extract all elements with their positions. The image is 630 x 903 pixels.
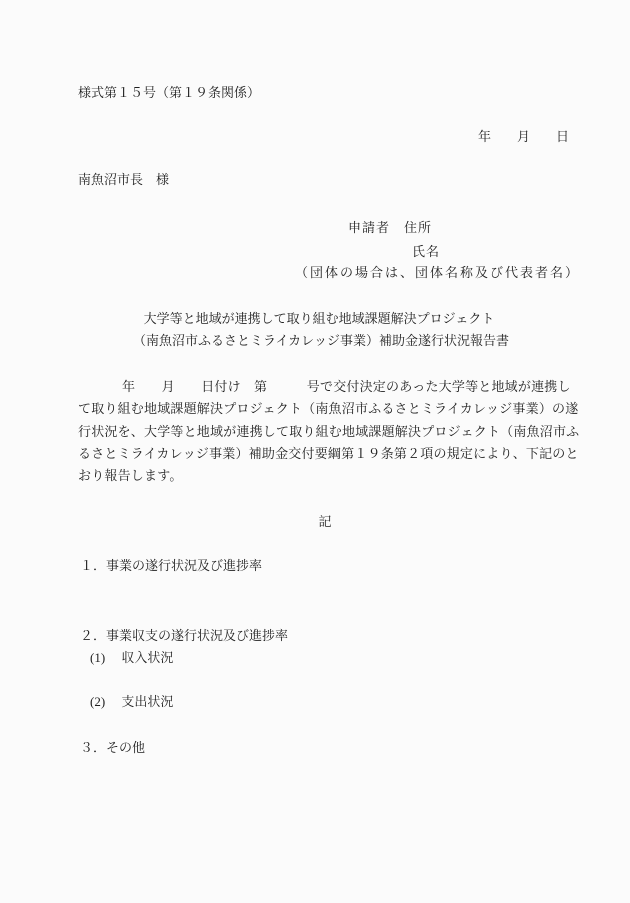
form-number: 様式第１５号（第１９条関係）: [78, 85, 261, 100]
addressee: 南魚沼市長 様: [78, 172, 170, 187]
item-2-1-label: (1) 収入状況: [90, 650, 174, 665]
doc-title-line-1: 大学等と地域が連携して取り組む地域課題解決プロジェクト: [143, 311, 495, 326]
applicant-name-line: 氏名: [412, 244, 441, 259]
body-paragraph-line-2: て取り組む地域課題解決プロジェクト（南魚沼市ふるさとミライカレッジ事業）の遂: [78, 401, 579, 416]
body-paragraph-line-5: おり報告します。: [78, 468, 183, 483]
body-paragraph-line-3: 行状況を、大学等と地域が連携して取り組む地域課題解決プロジェクト（南魚沼市ふ: [78, 424, 580, 439]
ki-marker: 記: [318, 514, 332, 529]
applicant-org-note: （団体の場合は、団体名称及び代表者名）: [295, 265, 581, 280]
date-line: 年 月 日: [478, 129, 570, 144]
applicant-address-line: 申請者 住所: [348, 220, 433, 235]
doc-title-line-2: （南魚沼市ふるさとミライカレッジ事業）補助金遂行状況報告書: [132, 333, 510, 348]
item-2-2-label: (2) 支出状況: [90, 694, 174, 709]
item-3-heading: ３．その他: [80, 740, 146, 755]
body-paragraph-line-4: るさとミライカレッジ事業）補助金交付要綱第１９条第２項の規定により、下記のと: [78, 446, 579, 461]
item-1-heading: １．事業の遂行状況及び進捗率: [80, 558, 263, 573]
body-paragraph-line-1: 年 月 日付け 第 号で交付決定のあった大学等と地域が連携し: [122, 379, 571, 394]
item-2-heading: ２．事業収支の遂行状況及び進捗率: [80, 628, 289, 643]
